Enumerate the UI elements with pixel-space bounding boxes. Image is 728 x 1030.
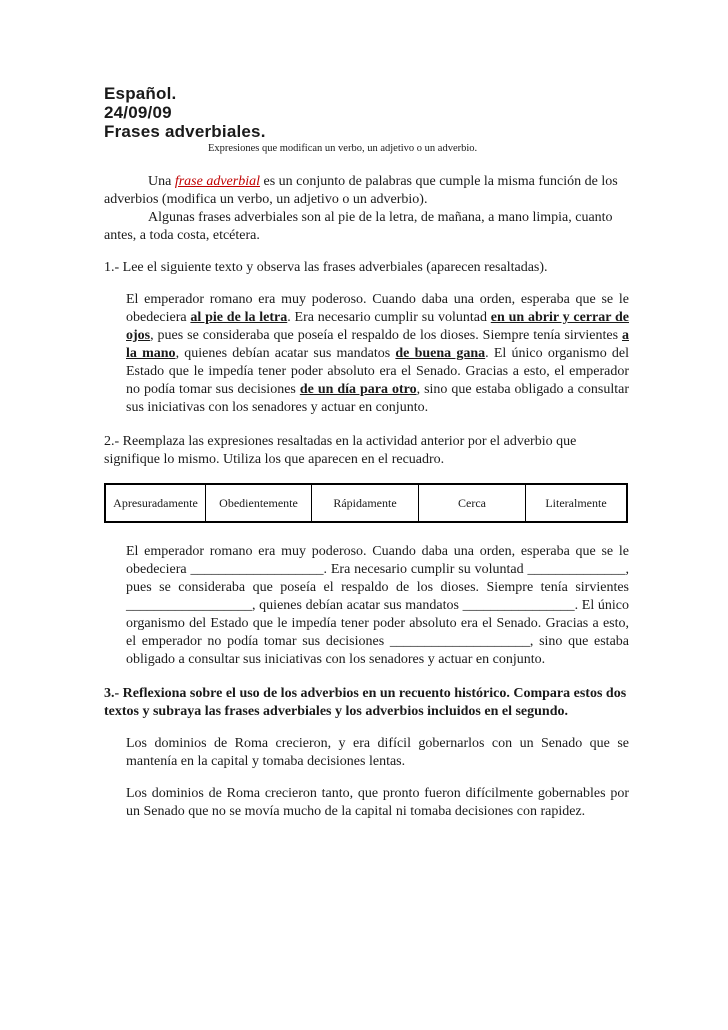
answer-blank[interactable]: __________________	[126, 598, 252, 613]
worksheet	[104, 84, 629, 821]
passage-text: El emperador romano era muy poderoso. Cuando daba una orden, esperaba que se le obedeciera	[126, 292, 629, 325]
intro-text-before: Una	[148, 174, 175, 189]
passage-text: . Era necesario cumplir su voluntad	[323, 562, 528, 577]
answer-blank[interactable]: ______________	[527, 562, 626, 577]
question-1-passage	[126, 291, 629, 417]
date-heading: 24/09/09	[104, 103, 172, 122]
passage-text: , pues se consideraba que poseía el respaldo de los dioses. Siempre tenía sirvientes	[150, 328, 622, 343]
word-box-item: Apresuradamente	[106, 485, 206, 521]
question-3-text-1: Los dominios de Roma crecieron, y era difícil gobernarlos con un Senado que se mantenía en la capital y tomaba decisiones lentas.	[126, 736, 629, 769]
passage-text: . Era necesario cumplir su voluntad	[287, 310, 491, 325]
passage-text: El emperador romano era muy poderoso. Cuando daba una orden, esperaba que se le obedeciera	[126, 544, 629, 577]
word-box	[104, 483, 628, 523]
question-2-passage	[126, 543, 629, 669]
question-1-instruction: 1.- Lee el siguiente texto y observa las frases adverbiales (aparecen resaltadas).	[104, 260, 548, 275]
word-box-item: Literalmente	[545, 495, 607, 510]
adverbial-phrase: de un día para otro	[299, 382, 417, 397]
question-3-instruction: 3.- Reflexiona sobre el uso de los adverbios en un recuento histórico. Compara estos dos textos y subraya las frases adverbiales y los adverbios incluidos en el segundo.	[104, 686, 627, 719]
page-title: Frases adverbiales.	[104, 122, 266, 141]
passage-text: , sino que estaba obligado a consultar sus iniciativas con los senadores y actuar en conjunto.	[126, 634, 629, 667]
word-box-item: Cerca	[419, 485, 526, 521]
adverbial-phrase: de buena gana	[395, 346, 486, 361]
answer-blank[interactable]: ________________	[462, 598, 575, 613]
answer-blank[interactable]: ___________________	[190, 562, 324, 577]
adverbial-phrase: en un abrir y cerrar de ojos	[126, 310, 629, 343]
passage-text: , quienes debían acatar sus mandatos	[252, 598, 463, 613]
subject-heading: Español.	[104, 84, 177, 103]
word-box-item: Obedientemente	[206, 485, 312, 521]
question-2-instruction: 2.- Reemplaza las expresiones resaltadas en la actividad anterior por el adverbio que signifique lo mismo. Utiliza los que aparecen en el recuadro.	[104, 434, 577, 467]
intro-definition	[104, 173, 629, 209]
passage-text: , sino que estaba obligado a consultar sus iniciativas con los senadores y actuar en conjunto.	[126, 382, 629, 415]
adverbial-phrase: a la mano	[126, 328, 629, 361]
answer-blank[interactable]: ____________________	[389, 634, 530, 649]
intro-text-after: es un conjunto de palabras que cumple la misma función de los adverbios (modifica un verbo, un adjetivo o un adverbio).	[104, 174, 618, 207]
word-box-item: Rápidamente	[312, 485, 419, 521]
question-3-text-2: Los dominios de Roma crecieron tanto, que pronto fueron difícilmente gobernables por un Senado que no se movía mucho de la capital ni tomaba decisiones con rapidez.	[126, 786, 629, 819]
passage-text: . El único organismo del Estado que le impedía tener poder absoluto era el Senado. Gracias a esto, el emperador no podía tomar sus decisiones	[126, 598, 630, 649]
intro-examples-text: Algunas frases adverbiales son al pie de la letra, de mañana, a mano limpia, cuanto antes, a toda costa, etcétera.	[104, 210, 613, 243]
passage-text: , pues se consideraba que poseía el respaldo de los dioses. Siempre tenía sirvientes	[126, 562, 629, 595]
highlighted-term: frase adverbial	[174, 174, 260, 189]
passage-text: , quienes debían acatar sus mandatos	[175, 346, 396, 361]
adverbial-phrase: al pie de la letra	[190, 310, 288, 325]
page-subtitle: Expresiones que modifican un verbo, un adjetivo o un adverbio.	[208, 143, 478, 154]
passage-text: . El único organismo del Estado que le impedía tener poder absoluto era el Senado. Gracias a esto, el emperador no podía tomar sus decisiones	[126, 346, 630, 397]
intro-examples	[104, 209, 629, 245]
